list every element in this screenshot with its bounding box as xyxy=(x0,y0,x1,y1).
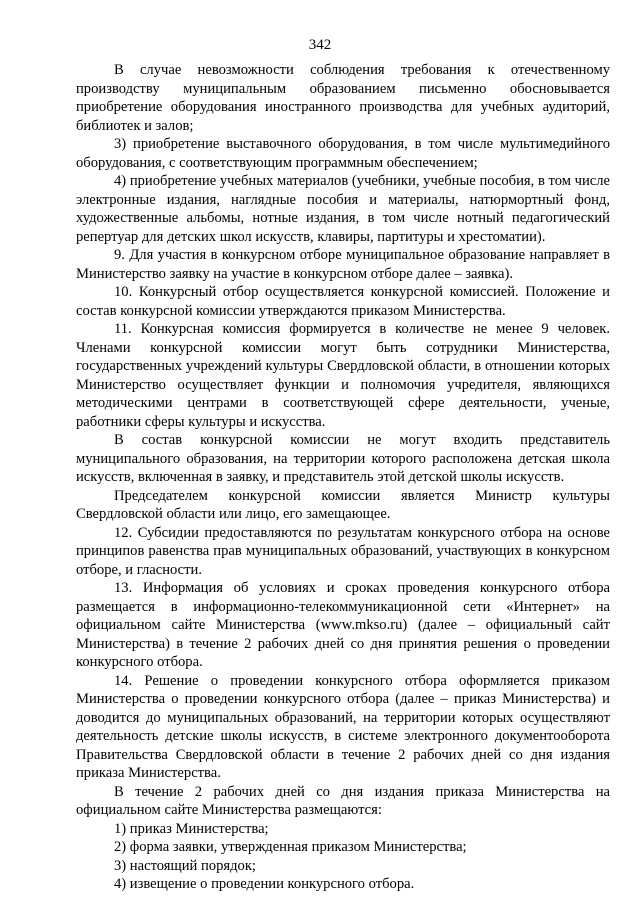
paragraph: 4) приобретение учебных материалов (учебники, учебные пособия, в том числе электронные издания, наглядные пособия и материалы, натюрмортный фонд, художественные альбомы, нотные издания, в том числе нотный педагогический репертуар для детских школ искусств, клавиры, партитуры и хрестоматии). xyxy=(76,173,610,245)
page-number: 342 xyxy=(308,37,332,53)
paragraph: Председателем конкурсной комиссии является Министр культуры Свердловской области или лицо, его замещающее. xyxy=(76,487,610,522)
paragraph: 13. Информация об условиях и сроках проведения конкурсного отбора размещается в информационно-телекоммуникационной сети «Интернет» на официальном сайте Министерства (www.mkso.ru) (далее – официальный сайт Министерства) в течение 2 рабочих дней со дня принятия решения о проведении конкурсного отбора. xyxy=(76,580,610,670)
paragraph: 1) приказ Министерства; xyxy=(114,820,269,837)
paragraph: В случае невозможности соблюдения требования к отечественному производству муниципальным образованием письменно обосновывается приобретение оборудования иностранного производства для учебных аудиторий, библиотек и залов; xyxy=(76,62,610,134)
paragraph: В течение 2 рабочих дней со дня издания приказа Министерства на официальном сайте Министерства размещаются: xyxy=(76,783,610,818)
paragraph: 3) приобретение выставочного оборудования, в том числе мультимедийного оборудования, с соответствующим программным обеспечением; xyxy=(76,136,610,171)
paragraph: 10. Конкурсный отбор осуществляется конкурсной комиссией. Положение и состав конкурсной комиссии утверждаются приказом Министерства. xyxy=(76,284,610,319)
paragraph: 2) форма заявки, утвержденная приказом Министерства; xyxy=(114,839,467,855)
paragraph: 4) извещение о проведении конкурсного отбора. xyxy=(114,876,415,892)
paragraph: 11. Конкурсная комиссия формируется в количестве не менее 9 человек. Членами конкурсной комиссии могут быть сотрудники Министерства, государственных учреждений культуры Свердловской области, в отношении которых Министерство осуществляет функции и полномочия учредителя, являющихся методическими центрами в соответствующей сфере деятельности, ученые, работники сферы культуры и искусства. xyxy=(76,321,610,430)
paragraph: 3) настоящий порядок; xyxy=(114,857,256,874)
paragraph: В состав конкурсной комиссии не могут входить представитель муниципального образования, на территории которого расположена детская школа искусств, включенная в заявку, и представитель этой детской школы искусств. xyxy=(76,432,610,485)
paragraph: 14. Решение о проведении конкурсного отбора оформляется приказом Министерства о проведении конкурсного отбора (далее – приказ Министерства) и доводится до муниципальных образований, на территории которых осуществляют деятельность детские школы искусств, в системе электронного документооборота Правительства Свердловской области в течение 2 рабочих дней со дня издания приказа Министерства. xyxy=(76,672,610,781)
document-body xyxy=(76,61,610,894)
paragraph: 12. Субсидии предоставляются по результатам конкурсного отбора на основе принципов равенства прав муниципальных образований, участвующих в конкурсном отборе, и гласности. xyxy=(76,524,610,578)
paragraph: 9. Для участия в конкурсном отборе муниципальное образование направляет в Министерство заявку на участие в конкурсном отборе далее – заявка). xyxy=(76,247,610,282)
